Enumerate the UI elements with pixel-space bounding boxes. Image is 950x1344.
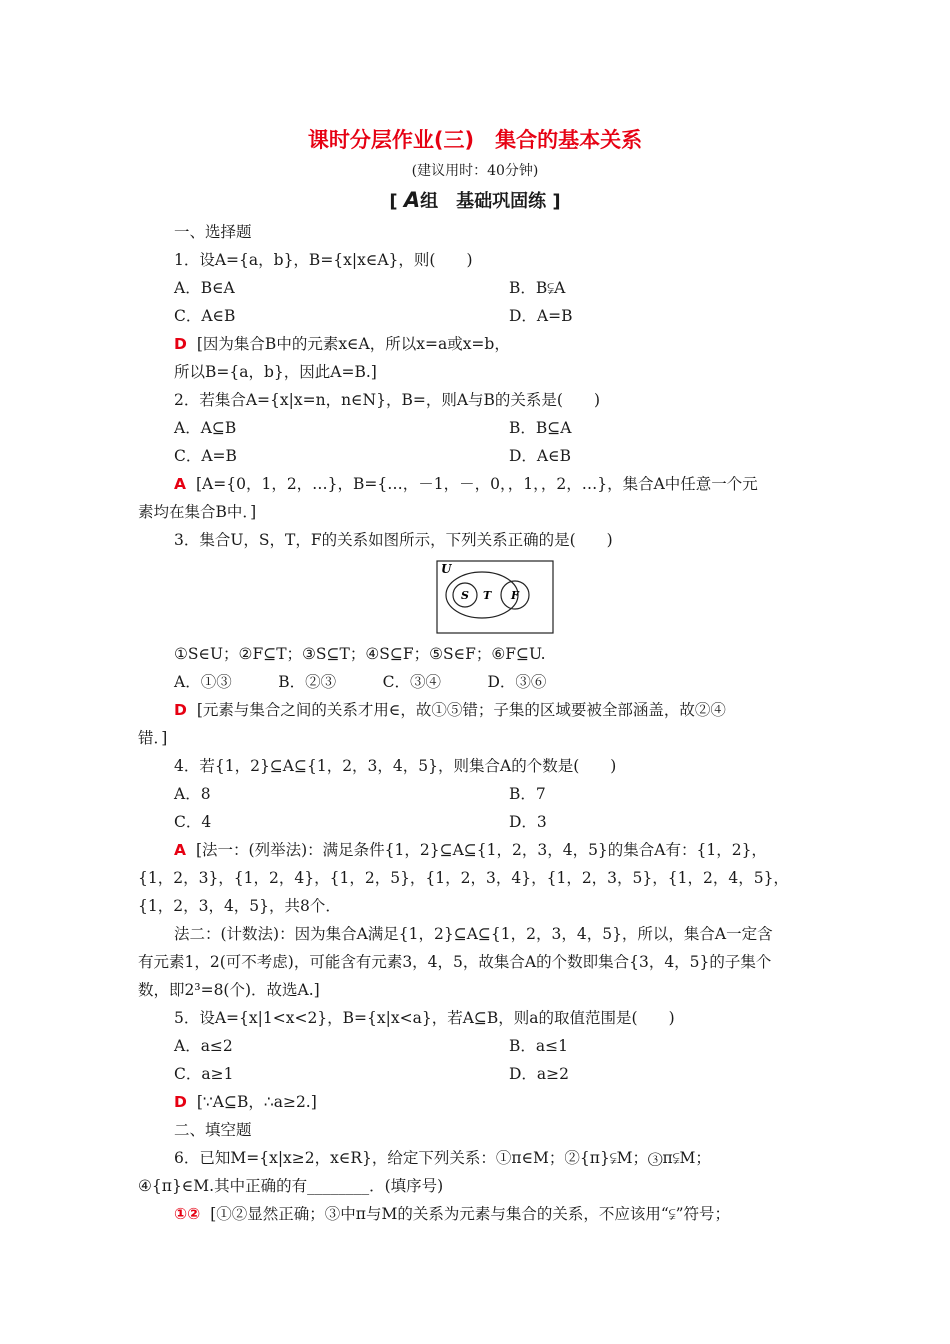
answer-text: [元素与集合之间的关系才用∈，故①⑤错；子集的区域要被全部涵盖，故②④: [196, 701, 726, 719]
question-6: 6．已知M={x|x≥2，x∈R}，给定下列关系：①π∈M；②{π}⫋M；③π⫋M；: [174, 1149, 711, 1167]
venn-label-u: U: [441, 562, 452, 576]
answer-key: D: [174, 335, 187, 353]
answer-key: ①②: [174, 1205, 201, 1223]
answer-2-cont: 素均在集合B中．]: [138, 503, 257, 521]
venn-set-t: [446, 572, 518, 618]
page-title: 课时分层作业(三) 集合的基本关系: [307, 128, 643, 152]
question-2: 2．若集合A={x|x=n，n∈N}，B=，则A与B的关系是( ): [174, 391, 601, 409]
group-badge: A: [403, 188, 421, 212]
answer-key: D: [174, 1093, 187, 1111]
answer-text: [法一：(列举法)：满足条件{1，2}⊆A⊆{1，2，3，4，5}的集合A有：{1，2}，: [196, 841, 767, 859]
answer-key: D: [174, 701, 187, 719]
question-3-choices: A．①③ B．②③ C．③④ D．③⑥: [174, 673, 547, 691]
option-2a: A．A⊆B: [174, 419, 237, 437]
option-4b: B．7: [509, 785, 546, 803]
answer-4: [174, 840, 767, 860]
group-heading: [0, 187, 950, 213]
question-5: 5．设A={x|1<x<2}，B={x|x<a}，若A⊆B，则a的取值范围是( ): [174, 1009, 675, 1027]
option-2b: B．B⊆A: [509, 419, 572, 437]
answer-6: [174, 1204, 730, 1224]
answer-4-line3: {1，2，3，4，5}，共8个．: [138, 897, 341, 915]
answer-key: A: [174, 475, 186, 493]
group-label: 组 基础巩固练: [420, 191, 547, 212]
option-4d: D．3: [509, 813, 547, 831]
option-5c: C．a≥1: [174, 1065, 234, 1083]
option-2d: D．A∈B: [509, 447, 571, 465]
answer-3: [174, 700, 726, 720]
answer-3-cont: 错．]: [138, 729, 168, 747]
option-5a: A．a≤2: [174, 1037, 233, 1055]
question-6-cont: ④{π}∈M.其中正确的有________．(填序号): [138, 1177, 444, 1195]
option-5b: B．a≤1: [509, 1037, 568, 1055]
option-4c: C．4: [174, 813, 212, 831]
group-close-bracket: ]: [552, 191, 561, 212]
venn-diagram: [436, 560, 554, 634]
venn-label-t: T: [483, 589, 492, 602]
option-1c: C．A∈B: [174, 307, 236, 325]
section-heading: 一、选择题: [174, 223, 252, 241]
answer-5: [174, 1092, 317, 1112]
answer-text: [A={0，1，2，…}，B={…，－1，－，0，，1，，2，…}，集合A中任意一个元: [196, 475, 758, 493]
option-1d: D．A=B: [509, 307, 573, 325]
question-4: 4．若{1，2}⊆A⊆{1，2，3，4，5}，则集合A的个数是( ): [174, 757, 617, 775]
option-5d: D．a≥2: [509, 1065, 570, 1083]
question-3: 3．集合U，S，T，F的关系如图所示，下列关系正确的是( ): [174, 531, 613, 549]
answer-4-line5: 有元素1，2(可不考虑)，可能含有元素3，4，5，故集合A的个数即集合{3，4，5}的子集个: [138, 953, 772, 971]
option-1b: B．B⫋A: [509, 279, 566, 297]
option-2c: C．A=B: [174, 447, 237, 465]
answer-1-cont: 所以B={a，b}，因此A=B.]: [174, 363, 377, 381]
venn-label-f: F: [511, 589, 519, 602]
answer-4-line2: {1，2，3}，{1，2，4}，{1，2，5}，{1，2，3，4}，{1，2，3，5}，{1，2，4，5}，: [138, 869, 789, 887]
answer-key: A: [174, 841, 186, 859]
venn-universe-rect: [437, 561, 553, 633]
answer-text: [①②显然正确；③中π与M的关系为元素与集合的关系，不应该用“⫋”符号；: [210, 1205, 731, 1223]
answer-4-line6: 数，即2³=8(个)．故选A.]: [138, 981, 320, 999]
section-heading: 二、填空题: [174, 1121, 252, 1139]
venn-label-s: S: [461, 589, 469, 602]
option-4a: A．8: [174, 785, 211, 803]
answer-text: [因为集合B中的元素x∈A，所以x=a或x=b，: [196, 335, 510, 353]
answer-4-line4: 法二：(计数法)：因为集合A满足{1，2}⊆A⊆{1，2，3，4，5}，所以，集合A一定含: [174, 925, 773, 943]
group-open-bracket: [: [389, 191, 398, 212]
page-subtitle: (建议用时：40分钟): [411, 163, 539, 179]
option-1a: A．B∈A: [174, 279, 235, 297]
question-3-relations: ①S∈U；②F⊆T；③S⊆T；④S⊆F；⑤S∈F；⑥F⊆U.: [174, 645, 546, 663]
answer-2: [174, 474, 758, 494]
answer-text: [∵A⊆B，∴a≥2.]: [196, 1093, 317, 1111]
question-1: 1．设A={a，b}，B={x|x∈A}，则( ): [174, 251, 473, 269]
answer-1: [174, 334, 510, 354]
